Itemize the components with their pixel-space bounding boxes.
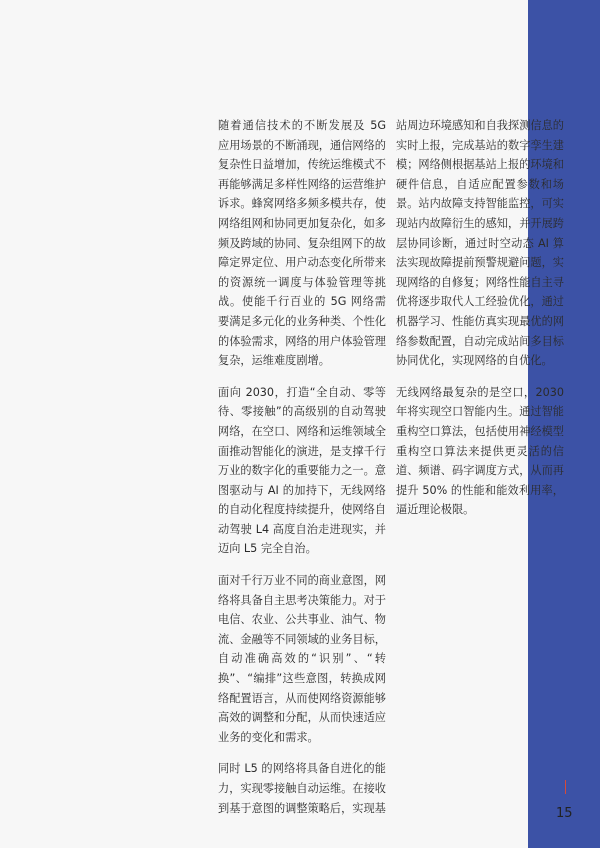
paragraph: 站周边环境感知和自我探测信息的实时上报，完成基站的数字孪生建模；网络侧根据基站上报的环境和硬件信息，自适应配置参数和场景。站内故障支持智能监控，可实现站内故障衍生的感知，并开展跨层协同诊断，通过时空动态 AI 算法实现故障提前预警规避问题，实现网络的自修复；网络性能自主寻优将逐步取代人工经验优化，通过机器学习、性能仿真实现最优的网络参数配置，自动完成站间多目标协同优化，实现网络的自优化。 [396,119,564,368]
page-number-marker [565,780,566,794]
paragraph: 面向 2030，打造“全自动、零等待、零接触”的高级别的自动驾驶网络，在空口、网络和运维领域全面推动智能化的演进，是支撑千行万业的数字化的重要能力之一。意图驱动与 AI 的加持下，无线网络的自动化程度持续提升，使网络自动驾驶 L4 高度自治走进现实，并迈向 L5 完全自治。 [218,385,386,556]
right-text-column [396,116,564,532]
page-number: 15 [556,806,573,821]
paragraph: 同时 L5 的网络将具备自进化的能力，实现零接触自动运维。在接收到基于意图的调整策略后，实现基 [218,762,386,815]
paragraph: 面对千行万业不同的商业意图，网络将具备自主思考决策能力。对于电信、农业、公共事业、油气、物流、金融等不同领域的业务目标，自动准确高效的“识别”、“转换”、“编排”这些意图，转换成网络配置语言，从而使网络资源能够高效的调整和分配，从而快速适应业务的变化和需求。 [218,574,386,744]
paragraph: 随着通信技术的不断发展及 5G 应用场景的不断涌现，通信网络的复杂性日益增加，传统运维模式不再能够满足多样性网络的运营维护诉求。蜂窝网络多频多模共存，使网络组网和协同更加复杂化，如多频及跨域的协同、复杂组网下的故障定界定位、用户动态变化所带来的资源统一调度与体验管理等挑战。使能千行百业的 5G 网络需要满足多元化的业务种类、个性化的体验需求，网络的用户体验管理复杂，运维难度剧增。 [218,119,386,368]
left-text-column [218,116,386,830]
paragraph: 无线网络最复杂的是空口，2030 年将实现空口智能内生。通过智能重构空口算法，包括使用神经模型重构空口算法来提供更灵活的信道、频谱、码字调度方式，从而再提升 50% 的性能和能效利用率，逼近理论极限。 [396,385,564,517]
